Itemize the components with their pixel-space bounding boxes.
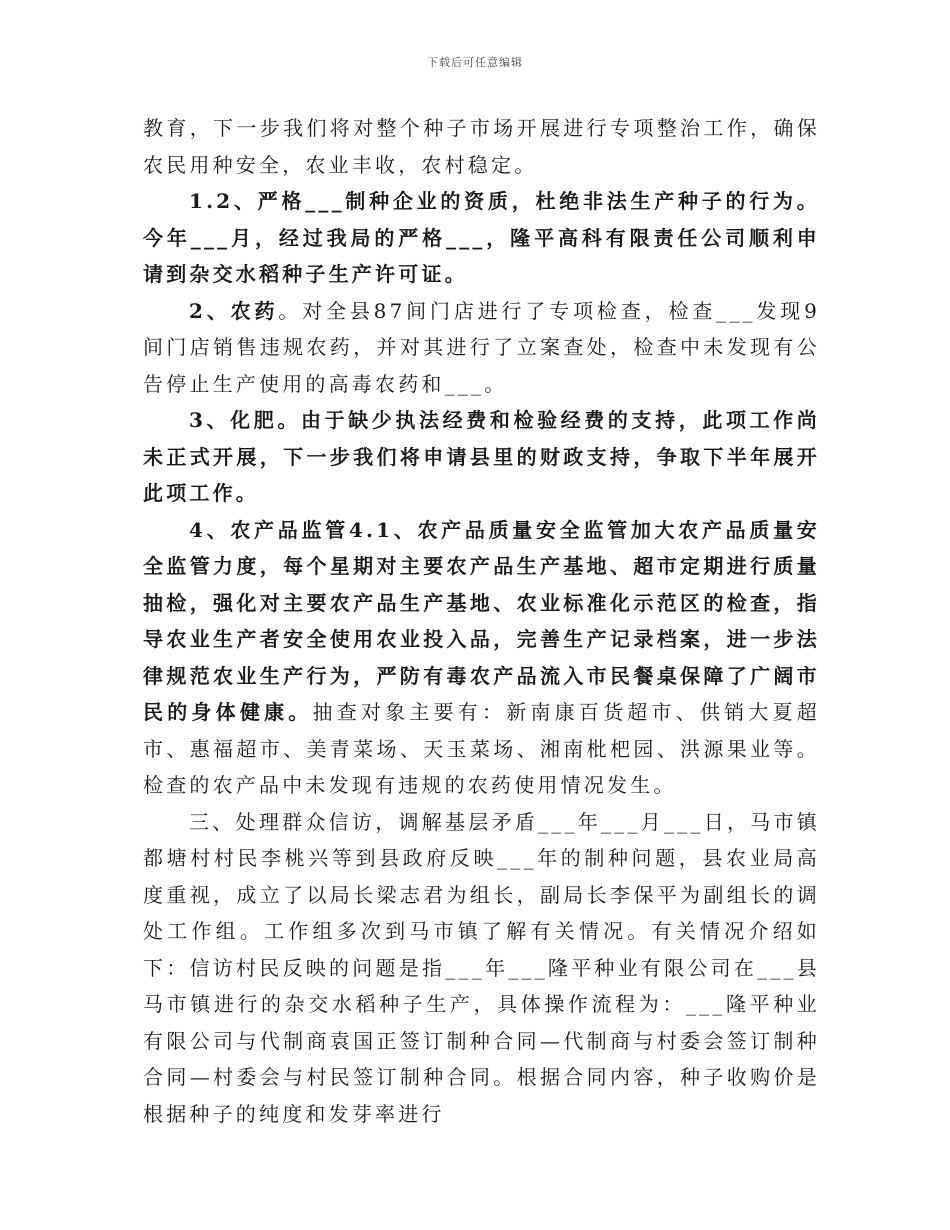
pesticide-heading: 2、农药	[189, 298, 279, 323]
produce-supervision-normal: 抽查对象主要有：新南康百货超市、供销大夏超市、惠福超市、美青菜场、天玉菜场、湘南枇杷园、洪源果业等。检查的农产品中未发现有违规的农药使用情况发生。	[143, 700, 821, 797]
pesticide-body: 。对全县87间门店进行了专项检查，检查___发现9间门店销售违规农药，并对其进行了立案查处，检查中未发现有公告停止生产使用的高毒农药和___。	[143, 298, 820, 396]
paragraph-petitions: 三、处理群众信访，调解基层矛盾___年___月___日，马市镇都塘村村民李桃兴等到县政府反映___年的制种问题，县农业局高度重视，成立了以局长梁志君为组长，副局长李保平为副组长的调处工作组。工作组多次到马市镇了解有关情况。有关情况介绍如下：信访村民反映的问题是指___年___隆平种业有限公司在___县马市镇进行的杂交水稻种子生产，具体操作流程为：___隆平种业有限公司与代制商袁国正签订制种合同—代制商与村委会签订制种合同—村委会与村民签订制种合同。根据合同内容，种子收购价是根据种子的纯度和发芽率进行	[143, 809, 820, 1126]
paragraph-pesticide	[143, 293, 820, 403]
paragraph-fertilizer: 3、化肥。由于缺少执法经费和检验经费的支持，此项工作尚未正式开展，下一步我们将申请县里的财政支持，争取下半年展开此项工作。	[143, 408, 820, 505]
page-header: 下载后可任意编辑	[427, 56, 523, 69]
paragraph-seed-enterprise: 1.2、严格___制种企业的资质，杜绝非法生产种子的行为。今年___月，经过我局的严格___，隆平高科有限责任公司顺利申请到杂交水稻种子生产许可证。	[143, 189, 820, 286]
produce-supervision-bold: 4、农产品监管4.1、农产品质量安全监管加大农产品质量安全监管力度，每个星期对主要农产品生产基地、超市定期进行质量抽检，强化对主要农产品生产基地、农业标准化示范区的检查，指导农业生产者安全使用农业投入品，完善生产记录档案，进一步法律规范农业生产行为，严防有毒农产品流入市民餐桌保障了广阔市民的身体健康。	[143, 517, 820, 724]
paragraph-produce-supervision	[143, 512, 820, 804]
paragraph-continuation: 教育，下一步我们将对整个种子市场开展进行专项整治工作，确保农民用种安全，农业丰收，农村稳定。	[143, 116, 820, 177]
document-body	[143, 110, 820, 1132]
